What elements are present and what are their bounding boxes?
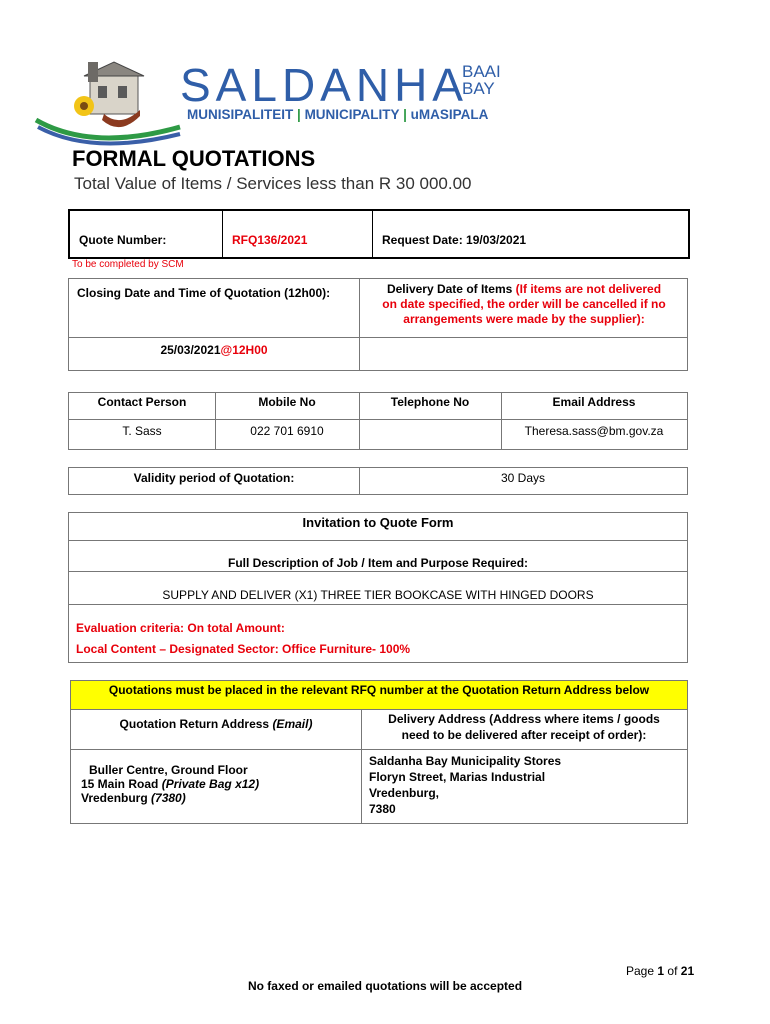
closing-label: Closing Date and Time of Quotation (12h00): [77, 286, 331, 300]
return-address-line [81, 791, 259, 805]
quote-number-table [68, 209, 690, 259]
mobile-header: Mobile No [258, 395, 316, 409]
validity-value: 30 Days [500, 471, 546, 485]
closing-time: @12H00 [220, 343, 268, 357]
scm-note: To be completed by SCM [72, 259, 184, 270]
invitation-title: Invitation to Quote Form [302, 515, 454, 530]
page-of: of [667, 964, 678, 978]
delivery-date-label [361, 282, 687, 327]
delivery-address [369, 753, 561, 817]
quote-number-value: RFQ136/2021 [232, 233, 308, 247]
description-label: Full Description of Job / Item and Purpose Required: [227, 556, 529, 570]
page-prefix: Page [626, 964, 655, 978]
logo-emblem-icon [32, 52, 182, 147]
page-title: FORMAL QUOTATIONS [72, 146, 316, 171]
closing-date-table [68, 278, 688, 371]
delivery-warning: (If items are not delivered [515, 282, 662, 296]
return-address-label [71, 717, 361, 731]
validity-table [68, 467, 688, 495]
description-value: SUPPLY AND DELIVER (X1) THREE TIER BOOKCASE WITH HINGED DOORS [162, 588, 594, 602]
footer-notice: No faxed or emailed quotations will be accepted [247, 979, 523, 993]
delivery-address-note: need to be delivered after receipt of order): [401, 728, 647, 742]
validity-label: Validity period of Quotation: [133, 471, 295, 485]
brand-baai: BAAI [462, 62, 501, 81]
mobile-value: 022 701 6910 [250, 424, 324, 438]
tagline-english: MUNICIPALITY [304, 107, 400, 122]
return-private-bag: (Private Bag x12) [161, 777, 260, 791]
return-address-line: Buller Centre, Ground Floor [89, 763, 248, 777]
local-content: Local Content – Designated Sector: Office Furniture- 100% [76, 642, 411, 656]
evaluation-criteria: Evaluation criteria: On total Amount: [76, 621, 285, 635]
email-value: Theresa.sass@bm.gov.za [524, 424, 664, 438]
return-postcode: (7380) [151, 791, 186, 805]
municipality-logo [32, 52, 512, 147]
brand-name: SALDANHA [180, 59, 468, 111]
return-address-table [70, 680, 688, 824]
brand-tagline [187, 107, 488, 122]
page-current: 1 [657, 964, 665, 978]
quote-number-label: Quote Number: [79, 233, 167, 247]
invitation-table [68, 512, 688, 663]
delivery-warning: on date specified, the order will be cancelled if no [382, 297, 666, 311]
delivery-address-line: Saldanha Bay Municipality Stores [369, 754, 562, 768]
delivery-address-label [361, 711, 687, 743]
delivery-date-title: Delivery Date of Items [386, 282, 513, 296]
return-address-title: Quotation Return Address [119, 717, 270, 731]
page-number [626, 964, 694, 978]
closing-date: 25/03/2021 [160, 343, 221, 357]
delivery-warning: arrangements were made by the supplier): [403, 312, 645, 326]
contact-person-value: T. Sass [122, 424, 162, 438]
brand-bay: BAY [462, 79, 495, 98]
contact-person-header: Contact Person [97, 395, 187, 409]
request-date: Request Date: 19/03/2021 [382, 233, 527, 247]
delivery-address-line: Vredenburg, [369, 786, 440, 800]
return-street: 15 Main Road [81, 777, 159, 791]
closing-date-value [69, 343, 359, 357]
delivery-address-line: Floryn Street, Marias Industrial [369, 770, 546, 784]
return-address-email-note: (Email) [272, 717, 313, 731]
return-address-line [81, 777, 259, 791]
contact-table [68, 392, 688, 450]
return-town: Vredenburg [81, 791, 148, 805]
tagline-xhosa: uMASIPALA [410, 107, 489, 122]
page-total: 21 [680, 964, 695, 978]
return-address [81, 763, 259, 805]
tagline-separator: | [403, 107, 407, 122]
tagline-afrikaans: MUNISIPALITEIT [187, 107, 294, 122]
tagline-separator: | [297, 107, 301, 122]
delivery-address-title: Delivery Address (Address where items / goods [388, 712, 660, 726]
return-notice: Quotations must be placed in the relevant RFQ number at the Quotation Return Address below [108, 683, 650, 697]
telephone-header: Telephone No [390, 395, 470, 409]
page-subtitle: Total Value of Items / Services less than R 30 000.00 [74, 174, 472, 193]
email-header: Email Address [552, 395, 636, 409]
delivery-address-line: 7380 [369, 802, 396, 816]
